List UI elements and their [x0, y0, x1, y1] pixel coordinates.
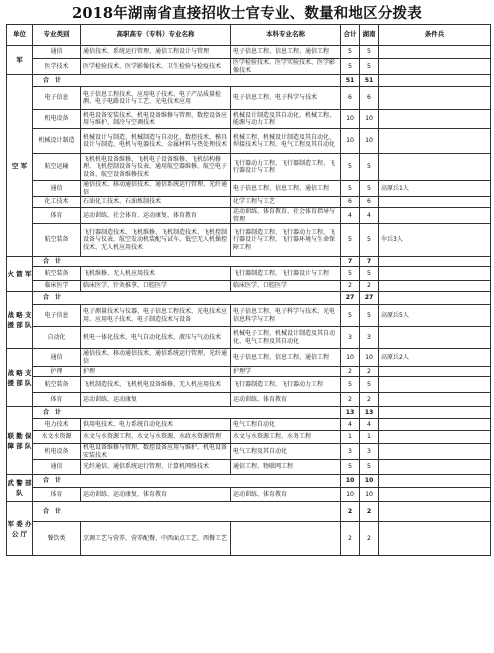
condition-cell [379, 407, 491, 419]
vocational-major-cell: 光纤通信、通信系统运行管理、计算机网络技术 [81, 460, 231, 475]
table-header-row [7, 25, 491, 46]
undergrad-major-cell: 护理学 [231, 367, 341, 377]
total-label: 合 计 [33, 475, 341, 488]
hunan-count-cell: 2 [360, 522, 379, 556]
table-row [7, 522, 491, 556]
hunan-count-cell: 5 [360, 46, 379, 59]
plan-count-cell: 51 [341, 75, 360, 87]
table-row [7, 46, 491, 59]
plan-count-cell: 2 [341, 367, 360, 377]
header-category: 专业类别 [33, 25, 81, 46]
vocational-major-cell: 通信技术、系统运行管理、通信工程设计与管理 [81, 46, 231, 59]
total-row [7, 292, 491, 305]
vocational-major-cell: 电子信息工程技术、应用电子技术、电子产品质量检测、电子电路设计与工艺、光电技术应用 [81, 87, 231, 110]
undergrad-major-cell: 电子信息工程、信息工程、通信工程 [231, 181, 341, 197]
vocational-major-cell: 运动训练、运动康复 [81, 393, 231, 407]
category-cell: 航空装备 [33, 267, 81, 281]
hunan-count-cell: 5 [360, 181, 379, 197]
table-row [7, 129, 491, 154]
hunan-count-cell: 5 [360, 154, 379, 181]
unit-cell: 战 略 支 援 部 队 [7, 349, 33, 407]
total-row [7, 75, 491, 87]
plan-count-cell: 5 [341, 224, 360, 257]
unit-cell: 联 勤 保 障 部 队 [7, 407, 33, 475]
plan-count-cell: 5 [341, 377, 360, 393]
document-title: 2018年湖南省直接招收士官专业、数量和地区分拨表 [72, 5, 422, 22]
category-cell: 通信 [33, 460, 81, 475]
plan-count-cell: 6 [341, 87, 360, 110]
condition-cell [379, 475, 491, 488]
condition-cell [379, 522, 491, 556]
total-row [7, 502, 491, 522]
table-row [7, 59, 491, 75]
condition-cell [379, 488, 491, 502]
condition-cell [379, 377, 491, 393]
condition-cell [379, 460, 491, 475]
undergrad-major-cell: 电子信息工程、信息工程、通信工程 [231, 349, 341, 367]
unit-cell: 空 军 [7, 75, 33, 257]
hunan-count-cell: 5 [360, 59, 379, 75]
hunan-count-cell: 27 [360, 292, 379, 305]
hunan-count-cell: 10 [360, 475, 379, 488]
total-row [7, 257, 491, 267]
hunan-count-cell: 3 [360, 444, 379, 460]
vocational-major-cell: 飞机机电设备维修、飞机电子设备维修、飞机结构修理、飞机控制设备与仪表、通用航空器维修、航空电子设备、航空设备维修技术 [81, 154, 231, 181]
category-cell: 临床医学 [33, 281, 81, 292]
plan-count-cell: 5 [341, 460, 360, 475]
category-cell: 电子信息 [33, 305, 81, 327]
table-row [7, 377, 491, 393]
vocational-major-cell: 机械设计与制造、机械制造与自动化、数控技术、模具设计与制造、电机与电器技术、金属材料与热处理技术 [81, 129, 231, 154]
plan-count-cell: 1 [341, 431, 360, 444]
undergrad-major-cell: 通信工程、物联网工程 [231, 460, 341, 475]
hunan-count-cell: 5 [360, 267, 379, 281]
hunan-count-cell: 51 [360, 75, 379, 87]
vocational-major-cell: 电子测量技术与仪器、电子信息工程技术、光电技术应用、应用电子技术、电子制造技术与设备 [81, 305, 231, 327]
total-row [7, 407, 491, 419]
plan-count-cell: 5 [341, 46, 360, 59]
undergrad-major-cell: 电子信息工程、信息工程、通信工程 [231, 46, 341, 59]
hunan-count-cell: 10 [360, 129, 379, 154]
condition-cell [379, 327, 491, 349]
table-row [7, 419, 491, 431]
header-conditions: 条件兵 [379, 25, 491, 46]
vocational-major-cell: 运动训练、运动康复、体育教育 [81, 488, 231, 502]
condition-cell [379, 267, 491, 281]
condition-cell [379, 59, 491, 75]
condition-cell: 高原兵5人 [379, 305, 491, 327]
hunan-count-cell: 10 [360, 488, 379, 502]
plan-count-cell: 3 [341, 444, 360, 460]
condition-cell [379, 129, 491, 154]
condition-cell [379, 431, 491, 444]
vocational-major-cell: 运动训练、社会体育、运动康复、体育教育 [81, 208, 231, 224]
undergrad-major-cell: 机械工程、机械设计制造及其自动化、焊接技术与工程、电气工程及其自动化 [231, 129, 341, 154]
table-row [7, 393, 491, 407]
plan-count-cell: 10 [341, 110, 360, 129]
condition-cell: 伞兵3人 [379, 224, 491, 257]
header-plan: 合计 [341, 25, 360, 46]
category-cell: 体育 [33, 208, 81, 224]
category-cell: 电子信息 [33, 87, 81, 110]
undergrad-major-cell: 电气工程自动化 [231, 419, 341, 431]
table-row [7, 444, 491, 460]
header-unit: 单位 [7, 25, 33, 46]
vocational-major-cell: 飞机维修、无人机应用技术 [81, 267, 231, 281]
hunan-count-cell: 6 [360, 197, 379, 208]
table-row [7, 349, 491, 367]
table-row [7, 305, 491, 327]
plan-count-cell: 5 [341, 59, 360, 75]
undergrad-major-cell: 化学工程与工艺 [231, 197, 341, 208]
table-row [7, 197, 491, 208]
condition-cell [379, 257, 491, 267]
category-cell: 餐饮类 [33, 522, 81, 556]
hunan-count-cell: 2 [360, 281, 379, 292]
hunan-count-cell: 3 [360, 327, 379, 349]
vocational-major-cell: 通信技术、移动通信技术、通信系统运行管理、光纤通信 [81, 181, 231, 197]
plan-count-cell: 6 [341, 197, 360, 208]
category-cell: 机电设备 [33, 444, 81, 460]
category-cell: 机电设备 [33, 110, 81, 129]
condition-cell [379, 46, 491, 59]
table-row [7, 281, 491, 292]
undergrad-major-cell [231, 522, 341, 556]
hunan-count-cell: 1 [360, 431, 379, 444]
undergrad-major-cell: 电气工程及其自动化 [231, 444, 341, 460]
plan-count-cell: 27 [341, 292, 360, 305]
hunan-count-cell: 4 [360, 208, 379, 224]
plan-count-cell: 10 [341, 475, 360, 488]
plan-count-cell: 10 [341, 488, 360, 502]
table-row [7, 154, 491, 181]
total-label: 合 计 [33, 292, 341, 305]
unit-cell: 军 [7, 46, 33, 75]
plan-count-cell: 3 [341, 327, 360, 349]
category-cell: 通信 [33, 349, 81, 367]
condition-cell [379, 87, 491, 110]
vocational-major-cell: 机电一体化技术、电气自动化技术、液压与气动技术 [81, 327, 231, 349]
hunan-count-cell: 4 [360, 419, 379, 431]
category-cell: 通信 [33, 181, 81, 197]
category-cell: 通信 [33, 46, 81, 59]
undergrad-major-cell: 飞行器制造工程、飞行器动力工程 [231, 377, 341, 393]
table-row [7, 181, 491, 197]
plan-count-cell: 2 [341, 281, 360, 292]
plan-count-cell: 2 [341, 502, 360, 522]
plan-count-cell: 2 [341, 393, 360, 407]
hunan-count-cell: 7 [360, 257, 379, 267]
vocational-major-cell: 石油化工技术、石油炼制技术 [81, 197, 231, 208]
undergrad-major-cell: 电子信息工程、电子科学与技术 [231, 87, 341, 110]
category-cell: 护理 [33, 367, 81, 377]
undergrad-major-cell: 运动训练、体育教育 [231, 393, 341, 407]
unit-cell: 武 警 部 队 [7, 475, 33, 502]
undergrad-major-cell: 飞行器制造工程、飞行器动力工程、飞行器设计与工程、飞行器环境与生命保障工程 [231, 224, 341, 257]
total-label: 合 计 [33, 407, 341, 419]
condition-cell [379, 154, 491, 181]
plan-count-cell: 10 [341, 129, 360, 154]
category-cell: 自动化 [33, 327, 81, 349]
header-hunan: 湖南 [360, 25, 379, 46]
total-label: 合 计 [33, 257, 341, 267]
table-row [7, 367, 491, 377]
vocational-major-cell: 飞机制造技术、飞机机电设备维修、无人机应用技术 [81, 377, 231, 393]
table-row [7, 267, 491, 281]
category-cell: 航空运输 [33, 154, 81, 181]
plan-count-cell: 4 [341, 419, 360, 431]
table-row [7, 208, 491, 224]
undergrad-major-cell: 运动训练、体育教育、社会体育指导与管理 [231, 208, 341, 224]
table-row [7, 431, 491, 444]
undergrad-major-cell: 飞行器制造工程、飞行器设计与工程 [231, 267, 341, 281]
vocational-major-cell: 供用电技术、电力系统自动化技术 [81, 419, 231, 431]
total-row [7, 475, 491, 488]
category-cell: 医学技术 [33, 59, 81, 75]
total-label: 合 计 [33, 75, 341, 87]
condition-cell: 高原兵2人 [379, 349, 491, 367]
vocational-major-cell: 通信技术、移动通信技术、通信系统运行管理、光纤通信 [81, 349, 231, 367]
category-cell: 航空装备 [33, 377, 81, 393]
allocation-table [6, 24, 491, 556]
plan-count-cell: 5 [341, 154, 360, 181]
plan-count-cell: 4 [341, 208, 360, 224]
category-cell: 水文水资源 [33, 431, 81, 444]
category-cell: 航空装备 [33, 224, 81, 257]
hunan-count-cell: 6 [360, 87, 379, 110]
undergrad-major-cell: 运动训练、体育教育 [231, 488, 341, 502]
hunan-count-cell: 5 [360, 305, 379, 327]
condition-cell: 高原兵1人 [379, 181, 491, 197]
condition-cell [379, 393, 491, 407]
table-row [7, 327, 491, 349]
undergrad-major-cell: 水文与水资源工程、水务工程 [231, 431, 341, 444]
undergrad-major-cell: 机械电子工程、机械设计制造及其自动化、电气工程及其自动化 [231, 327, 341, 349]
vocational-major-cell: 机电设备维修与管理、数控设备应用与维护、机电设备安装技术 [81, 444, 231, 460]
condition-cell [379, 281, 491, 292]
unit-cell: 战 略 支 援 部 队 [7, 292, 33, 349]
plan-count-cell: 13 [341, 407, 360, 419]
category-cell: 体育 [33, 488, 81, 502]
hunan-count-cell: 10 [360, 349, 379, 367]
total-label: 合 计 [33, 502, 341, 522]
header-vocational-major: 高职高专（专科）专业名称 [81, 25, 231, 46]
unit-cell: 军 委 办 公 厅 [7, 502, 33, 556]
table-row [7, 460, 491, 475]
condition-cell [379, 367, 491, 377]
category-cell: 化工技术 [33, 197, 81, 208]
condition-cell [379, 419, 491, 431]
vocational-major-cell: 临床医学、针灸推拿、口腔医学 [81, 281, 231, 292]
table-row [7, 488, 491, 502]
plan-count-cell: 10 [341, 349, 360, 367]
condition-cell [379, 197, 491, 208]
plan-count-cell: 5 [341, 181, 360, 197]
condition-cell [379, 75, 491, 87]
category-cell: 体育 [33, 393, 81, 407]
vocational-major-cell: 机电设备安装技术、机电设备维修与管理、数控设备应用与维护、制冷与空调技术 [81, 110, 231, 129]
header-undergrad-major: 本科专业名称 [231, 25, 341, 46]
category-cell: 机械设计制造 [33, 129, 81, 154]
vocational-major-cell: 医学检验技术、医学影像技术、卫生检验与检疫技术 [81, 59, 231, 75]
vocational-major-cell: 烹调工艺与营养、营养配餐、中西面点工艺、西餐工艺 [81, 522, 231, 556]
condition-cell [379, 110, 491, 129]
undergrad-major-cell: 医学检验技术、医学实验技术、医学影像技术 [231, 59, 341, 75]
plan-count-cell: 7 [341, 257, 360, 267]
hunan-count-cell: 2 [360, 367, 379, 377]
hunan-count-cell: 5 [360, 460, 379, 475]
hunan-count-cell: 5 [360, 224, 379, 257]
condition-cell [379, 292, 491, 305]
hunan-count-cell: 2 [360, 393, 379, 407]
hunan-count-cell: 10 [360, 110, 379, 129]
category-cell: 电力技术 [33, 419, 81, 431]
condition-cell [379, 208, 491, 224]
condition-cell [379, 502, 491, 522]
hunan-count-cell: 2 [360, 502, 379, 522]
table-row [7, 87, 491, 110]
plan-count-cell: 2 [341, 522, 360, 556]
undergrad-major-cell: 飞行器动力工程、飞行器制造工程、飞行器设计与工程 [231, 154, 341, 181]
undergrad-major-cell: 临床医学、口腔医学 [231, 281, 341, 292]
table-row [7, 224, 491, 257]
plan-count-cell: 5 [341, 267, 360, 281]
vocational-major-cell: 护理 [81, 367, 231, 377]
undergrad-major-cell: 电子信息工程、电子科学与技术、光电信息科学与工程 [231, 305, 341, 327]
condition-cell [379, 444, 491, 460]
undergrad-major-cell: 机械设计制造及其自动化、机械工程、能源与动力工程 [231, 110, 341, 129]
vocational-major-cell: 飞行器制造技术、飞机维修、飞机制造技术、飞机控制设备与仪表、航空发动机装配与试车、低空无人机操控技术、无人机应用技术 [81, 224, 231, 257]
vocational-major-cell: 水文与水资源工程、水文与水资源、水政水资源管理 [81, 431, 231, 444]
unit-cell: 火 箭 军 [7, 257, 33, 292]
hunan-count-cell: 13 [360, 407, 379, 419]
plan-count-cell: 5 [341, 305, 360, 327]
hunan-count-cell: 5 [360, 377, 379, 393]
table-row [7, 110, 491, 129]
